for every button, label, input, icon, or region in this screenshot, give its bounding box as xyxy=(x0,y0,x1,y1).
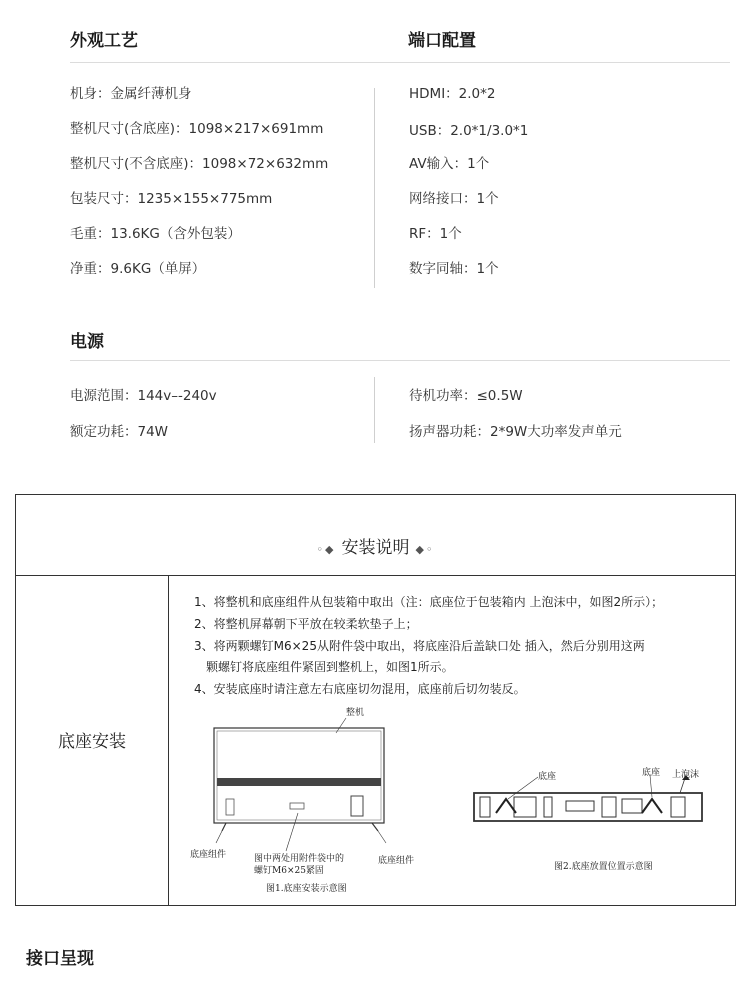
figure-label: 螺钉M6×25紧固 xyxy=(254,866,324,876)
figure-caption: 图1.底座安装示意图 xyxy=(266,884,347,894)
power-item: 额定功耗：74W xyxy=(70,424,169,440)
section-divider xyxy=(70,360,730,361)
decoration-left: ◦◆ xyxy=(316,543,336,556)
interface-heading: 接口呈现 xyxy=(26,949,94,969)
figure-base-position xyxy=(466,763,716,883)
install-step: 1、将整机和底座组件从包装箱中取出（注：底座位于包装箱内 上泡沫中，如图2所示）； xyxy=(194,595,664,609)
port-item: USB：2.0*1/3.0*1 xyxy=(409,123,529,139)
figure-label: 底座组件 xyxy=(190,850,227,860)
decoration-right: ◆◦ xyxy=(415,543,435,556)
figure-label: 上泡沫 xyxy=(672,770,700,780)
appearance-item: 机身：金属纤薄机身 xyxy=(70,86,192,102)
install-step: 3、将两颗螺钉M6×25从附件袋中取出，将底座沿后盖缺口处 插入，然后分别用这两 xyxy=(194,639,645,653)
figure-label: 图中两处用附件袋中的 xyxy=(254,854,345,864)
install-title-text: 安装说明 xyxy=(341,538,410,558)
install-step: 4、安装底座时请注意左右底座切勿混用，底座前后切勿装反。 xyxy=(194,682,526,696)
table-divider xyxy=(168,575,169,905)
column-divider xyxy=(374,88,375,288)
appearance-item: 包装尺寸：1235×155×775mm xyxy=(70,191,273,207)
figure-caption: 图2.底座放置位置示意图 xyxy=(554,862,653,872)
appearance-heading: 外观工艺 xyxy=(70,31,138,51)
figure-tv-base-install xyxy=(186,703,426,903)
section-divider xyxy=(70,62,730,63)
appearance-item: 整机尺寸(不含底座)：1098×72×632mm xyxy=(70,156,329,172)
install-step: 2、将整机屏幕朝下平放在较柔软垫子上； xyxy=(194,617,418,631)
port-item: 数字同轴：1个 xyxy=(409,261,499,277)
column-divider xyxy=(374,377,375,443)
install-title xyxy=(16,533,735,558)
port-item: RF：1个 xyxy=(409,226,462,242)
figure-label: 底座 xyxy=(538,772,557,782)
row-label: 底座安装 xyxy=(58,732,126,752)
power-item: 电源范围：144v–-240v xyxy=(70,388,217,404)
port-item: HDMI：2.0*2 xyxy=(409,86,496,102)
install-step: 颗螺钉将底座组件紧固到整机上，如图1所示。 xyxy=(206,660,454,674)
install-table xyxy=(15,494,736,906)
port-item: AV输入：1个 xyxy=(409,156,490,172)
figure-label: 整机 xyxy=(346,708,365,718)
table-divider xyxy=(16,575,735,576)
power-heading: 电源 xyxy=(70,332,104,352)
power-item: 待机功率：≤0.5W xyxy=(409,388,523,404)
figure-label: 底座 xyxy=(642,768,661,778)
power-item: 扬声器功耗：2*9W大功率发声单元 xyxy=(409,424,622,440)
port-item: 网络接口：1个 xyxy=(409,191,499,207)
figure-label: 底座组件 xyxy=(378,856,415,866)
ports-heading: 端口配置 xyxy=(408,31,476,51)
appearance-item: 毛重：13.6KG（含外包装） xyxy=(70,226,241,242)
appearance-item: 整机尺寸(含底座)：1098×217×691mm xyxy=(70,121,324,137)
appearance-item: 净重：9.6KG（单屏） xyxy=(70,261,206,277)
